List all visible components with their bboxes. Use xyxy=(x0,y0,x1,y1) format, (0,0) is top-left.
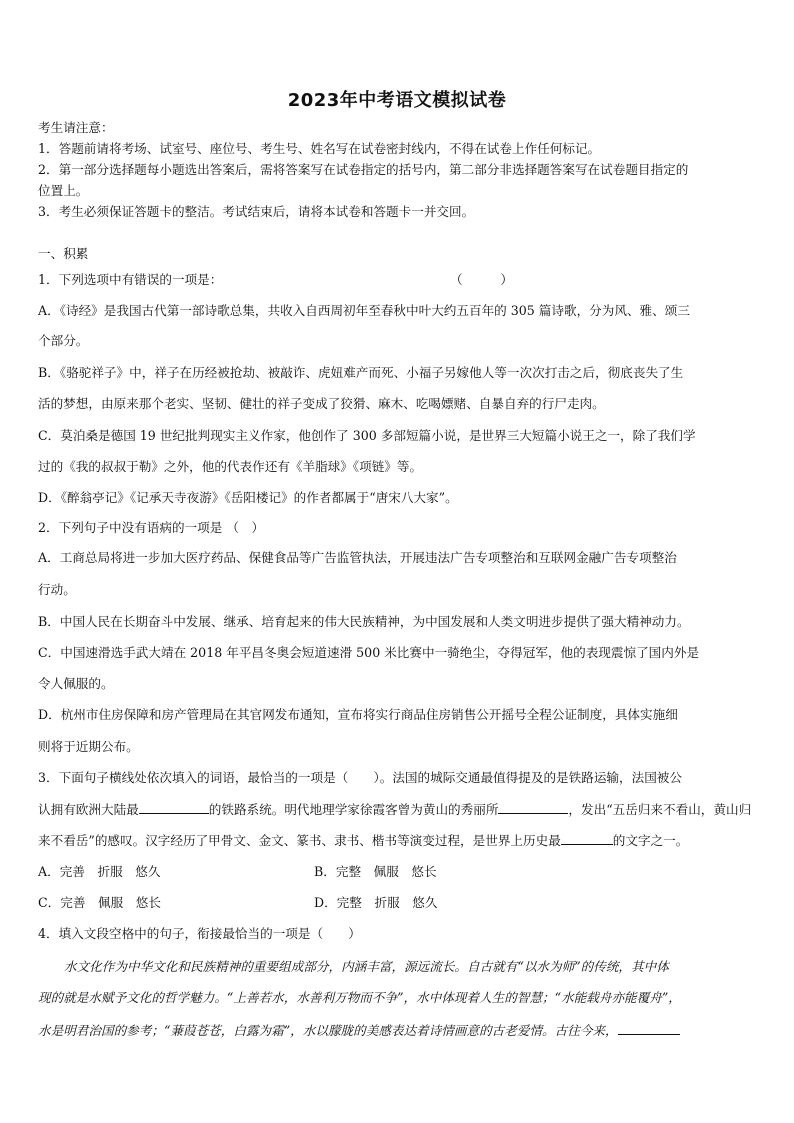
fill-blank xyxy=(498,801,568,814)
fill-blank xyxy=(618,1022,680,1035)
q3-option-b: B．完整 佩服 悠长 xyxy=(314,864,437,879)
q3-option-a: A．完善 折服 悠久 xyxy=(38,864,161,879)
question-2-stem: 2．下列句子中没有语病的一项是 （ ） xyxy=(38,520,265,535)
answer-parentheses: （ ） xyxy=(450,272,513,287)
question-3-line xyxy=(38,801,751,818)
q2-option-line: 则将于近期公布。 xyxy=(38,739,139,754)
q4-passage-line xyxy=(38,1022,680,1039)
question-4-stem: 4．填入文段空格中的句子，衔接最恰当的一项是（ ） xyxy=(38,926,361,941)
question-3-stem: 3．下面句子横线处依次填入的词语，最恰当的一项是（ ）。法国的城际交通最值得提及的是铁路运输，法国被公 xyxy=(38,770,682,785)
q2-option-line: 行动。 xyxy=(38,582,76,597)
q3-text: 来不看岳”的感叹。汉字经历了甲骨文、金文、篆书、隶书、楷书等演变过程，是世界上历史最 xyxy=(38,833,561,848)
q2-option-line: A．工商总局将进一步加大医疗药品、保健食品等广告监管执法，开展违法广告专项整治和互联网金融广告专项整治 xyxy=(38,550,677,565)
q2-option-line: D．杭州市住房保障和房产管理局在其官网发布通知，宣布将实行商品住房销售公开摇号全程公证制度，具体实施细 xyxy=(38,707,678,722)
q3-text: 认拥有欧洲大陆最 xyxy=(38,802,139,817)
q2-option-line: 令人佩服的。 xyxy=(38,676,114,691)
fill-blank xyxy=(139,801,209,814)
q1-option-line: B．《骆驼祥子》中，祥子在历经被抢劫、被敲诈、虎妞难产而死、小福子另嫁他人等一次次打击之后，彻底丧失了生 xyxy=(38,365,684,380)
q3-text: 的文字之一。 xyxy=(612,833,689,848)
notice-item: 2．第一部分选择题每小题选出答案后，需将答案写在试卷指定的括号内，第二部分非选择题答案写在试卷题目指定的 xyxy=(38,162,689,177)
q3-text: ，发出“五岳归来不看山，黄山归 xyxy=(568,802,752,817)
q3-option-c: C．完善 佩服 悠长 xyxy=(38,895,161,910)
q3-option-d: D．完整 折服 悠久 xyxy=(314,895,438,910)
q3-text: 的铁路系统。明代地理学家徐霞客曾为黄山的秀丽所 xyxy=(208,802,499,817)
notice-item: 3．考生必须保证答题卡的整洁。考试结束后，请将本试卷和答题卡一并交回。 xyxy=(38,204,475,219)
section-heading: 一、积累 xyxy=(38,246,89,261)
q1-option-line: A．《诗经》是我国古代第一部诗歌总集，共收入自西周初年至春秋中叶大约五百年的 305 篇诗歌，分为风、雅、颂三 xyxy=(38,303,690,318)
notice-item: 位置上。 xyxy=(38,183,89,198)
q1-option-line: C．莫泊桑是德国 19 世纪批判现实主义作家，他创作了 300 多部短篇小说，是世界三大短篇小说王之一，除了我们学 xyxy=(38,428,696,443)
q1-option-line: 个部分。 xyxy=(38,333,89,348)
question-1-stem: 1．下列选项中有错误的一项是： xyxy=(38,272,223,287)
notice-item: 1．答题前请将考场、试室号、座位号、考生号、姓名写在试卷密封线内，不得在试卷上作任何标记。 xyxy=(38,141,601,156)
q1-option-line: 活的梦想，由原来那个老实、坚韧、健壮的祥子变成了狡猾、麻木、吃喝嫖赌、自暴自弃的行尸走肉。 xyxy=(38,396,605,411)
q4-text: 水是明君治国的参考；“蒹葭苍苍，白露为霜”，水以朦胧的美感表达着诗情画意的古老爱情。古往今来， xyxy=(38,1023,618,1038)
q1-option-line: 过的《我的叔叔于勒》之外，他的代表作还有《羊脂球》《项链》等。 xyxy=(38,459,423,474)
question-3-line xyxy=(38,832,688,849)
q2-option-line: C．中国速滑选手武大靖在 2018 年平昌冬奥会短道速滑 500 米比赛中一骑绝尘，夺得冠军，他的表现震惊了国内外是 xyxy=(38,645,700,660)
q4-passage-line: 现的就是水赋予文化的哲学魅力。“上善若水，水善利万物而不争”，水中体现着人生的智慧；“水能载舟亦能覆舟”， xyxy=(38,990,681,1005)
q2-option-line: B．中国人民在长期奋斗中发展、继承、培育起来的伟大民族精神，为中国发展和人类文明进步提供了强大精神动力。 xyxy=(38,614,690,629)
page-title: 2023年中考语文模拟试卷 xyxy=(287,90,507,111)
notice-heading: 考生请注意： xyxy=(38,120,114,135)
q1-option-line: D．《醉翁亭记》《记承天寺夜游》《岳阳楼记》的作者都属于“唐宋八大家”。 xyxy=(38,490,458,505)
fill-blank xyxy=(561,832,613,845)
q4-passage-line: 水文化作为中华文化和民族精神的重要组成部分，内涵丰富，源远流长。自古就有“以水为师”的传统，其中体 xyxy=(64,959,669,974)
